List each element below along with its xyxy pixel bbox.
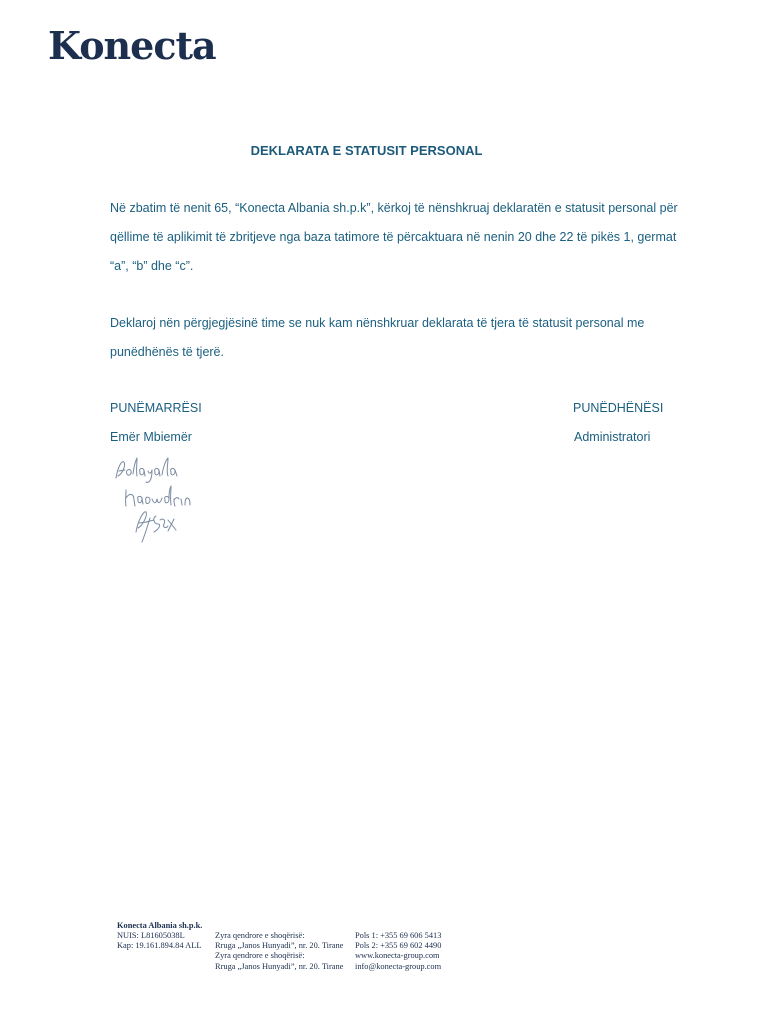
footer-office-info <box>215 931 343 972</box>
declaration-paragraph-1: Në zbatim të nenit 65, “Konecta Albania sh.p.k”, kërkoj të nënshkruaj deklaratën e statusit personal për qëllime të aplikimit të zbritjeve nga baza tatimore të përcaktuara në nenin 20 dhe 22 të pikës 1, germat “a”, “b” dhe “c”. <box>110 201 678 273</box>
footer-contact-info <box>355 931 441 972</box>
footer-nuis: NUIS: L81605038L <box>117 931 185 941</box>
employer-role-label: PUNËDHËNËSI <box>573 401 664 415</box>
footer-phone-1: Pols 1: +355 69 606 5413 <box>355 931 442 940</box>
footer-office-address: Rruga „Janos Hunyadi”, nr. 20. Tirane <box>215 961 344 971</box>
declaration-paragraph-2: Deklaroj nën përgjegjësinë time se nuk kam nënshkruar deklarata të tjera të statusit personal me punëdhënës të tjerë. <box>110 316 645 359</box>
employer-name-label: Administratori <box>574 430 651 444</box>
footer-office-label: Zyra qendrore e shoqërisë: <box>215 931 305 940</box>
employee-name-label: Emër Mbiemër <box>110 430 192 444</box>
footer-capital: Kap: 19.161.894.84 ALL <box>117 941 202 951</box>
footer-email-link[interactable]: info@konecta-group.com <box>355 961 442 971</box>
footer-website-link[interactable]: www.konecta-group.com <box>355 951 440 961</box>
footer-company-info <box>117 921 202 952</box>
handwritten-signature <box>108 452 208 552</box>
footer-phone-2: Pols 2: +355 69 602 4490 <box>355 941 442 951</box>
footer-office-address: Rruga „Janos Hunyadi”, nr. 20. Tirane <box>215 941 344 951</box>
employee-role-label: PUNËMARRËSI <box>110 401 202 415</box>
document-title: DEKLARATA E STATUSIT PERSONAL <box>250 143 483 158</box>
footer-company-name: Konecta Albania sh.p.k. <box>117 921 203 930</box>
footer-office-label: Zyra qendrore e shoqërisë: <box>215 951 305 961</box>
konecta-logo: Konecta <box>48 23 216 68</box>
